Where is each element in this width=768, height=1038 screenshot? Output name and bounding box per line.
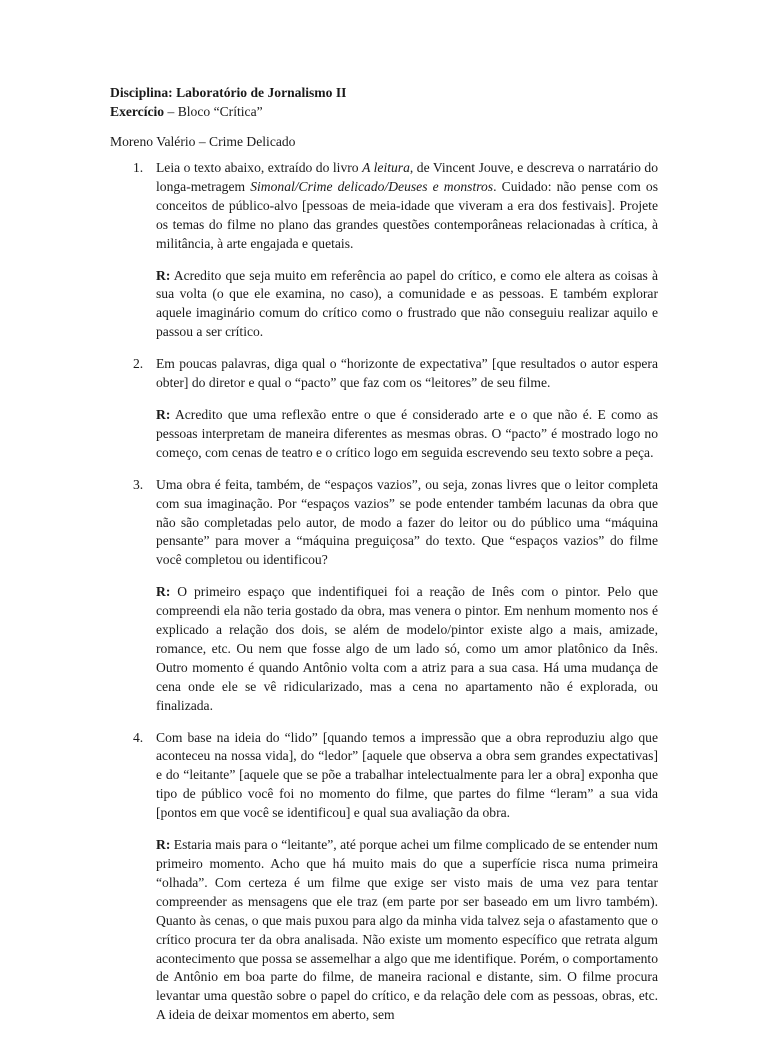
discipline-value: Laboratório de Jornalismo II bbox=[176, 85, 347, 100]
answer-label: R: bbox=[156, 267, 171, 283]
document-header bbox=[110, 84, 670, 122]
answer-label: R: bbox=[156, 406, 171, 422]
answer-label: R: bbox=[156, 584, 171, 600]
discipline-label: Disciplina: bbox=[110, 85, 173, 100]
book-title: A leitura bbox=[362, 160, 410, 175]
question-number: 2. bbox=[133, 356, 144, 372]
answer-text: R: Acredito que uma reflexão entre o que é considerado arte e o que não é. E como as pessoas interpretam de maneira diferentes as mesmas obras. O “pacto” é mostrado logo no começo, com cenas de teatro e o crítico logo em seguida escrevendo seu texto sobre a peça. bbox=[156, 406, 658, 460]
question-item-3 bbox=[110, 476, 658, 716]
film-title: Simonal/Crime delicado/Deuses e monstros bbox=[250, 178, 494, 194]
exercise-value: – Bloco “Crítica” bbox=[164, 103, 263, 119]
author-line: Moreno Valério – Crime Delicado bbox=[110, 134, 296, 149]
question-number: 1. bbox=[133, 160, 144, 175]
question-number: 3. bbox=[133, 476, 144, 492]
question-item-2 bbox=[110, 355, 658, 463]
question-text: Com base na ideia do “lido” [quando temos a impressão que a obra reproduziu algo que aconteceu na nossa vida], do “ledor” [aquele que observa a obra sem grandes expectativas] e do “leitante” [aquele que se põe a trabalhar intelectualmente para ler a obra] exponha que tipo de público você foi no momento do filme, que partes do filme “leram” a sua vida [pontos em que você se identificou] e qual sua avaliação da obra. bbox=[156, 729, 658, 821]
discipline-line bbox=[110, 84, 670, 103]
question-item-4 bbox=[110, 729, 658, 1026]
question-text: Uma obra é feita, também, de “espaços vazios”, ou seja, zonas livres que o leitor completa com sua imaginação. Por “espaços vazios” se pode entender também lacunas da obra que não são completadas pelo autor, de modo a fazer do leitor ou do público uma “máquina pensante” para mover a “máquina preguiçosa” do texto. Que “espaços vazios” do filme você completou ou identificou? bbox=[156, 476, 658, 568]
question-text: Leia o texto abaixo, extraído do livro A leitura, de Vincent Jouve, e descreva o narratário do longa-metragem Simonal/Crime delicado/Deuses e monstros. Cuidado: não pense com os conceitos de público-alvo [pessoas de meia-idade que viveram a era dos festivais]. Projete os temas do filme no plano das grandes questões contemporâneas relacionadas à crítica, à militância, à arte engajada e quetais. bbox=[156, 160, 658, 251]
question-list bbox=[110, 159, 658, 1038]
answer-text: R: Estaria mais para o “leitante”, até porque achei um filme complicado de se entender num primeiro momento. Acho que há muito mais do que a superfície risca numa primeira “olhada”. Com certeza é um filme que exige ser visto mais de uma vez para tentar compreender as mensagens que ele traz (em parte por ser baseado em um livro também). Quanto às cenas, o que mais puxou para algo da minha vida talvez seja o afastamento que o crítico procura ter da obra analisada. Não existe um momento específico que retrata algum acontecimento que possa se assemelhar a algo que me identifique. Porém, o comportamento de Antônio em boa parte do filme, de maneira racional e distante, sim. O filme procura levantar uma questão sobre o papel do crítico, e da relação dele com as pessoas, obras, etc. A ideia de deixar momentos em aberto, sem bbox=[156, 837, 658, 1023]
answer-text: R: Acredito que seja muito em referência ao papel do crítico, e como ele altera as coisas à sua volta (o que ele examina, no caso), a comunidade e as pessoas. E também explorar aquele imaginário comum do crítico como o frustrado que não conseguiu realizar aquilo e passou a ser crítico. bbox=[156, 267, 658, 340]
question-text: Em poucas palavras, diga qual o “horizonte de expectativa” [que resultados o autor espera obter] do diretor e qual o “pacto” que faz com os “leitores” de seu filme. bbox=[156, 356, 658, 391]
answer-text: R: O primeiro espaço que indentifiquei foi a reação de Inês com o pintor. Pelo que compreendi ela não teria gostado da obra, mas venera o pintor. Em nenhum momento nos é explicado a relação dos dois, se além de modelo/pintor existe algo a mais, amizade, romance, etc. Ou nem que fosse algo de um lado só, como um amor platônico da Inês. Outro momento é quando Antônio volta com a atriz para a sua casa. Há uma mudança de cena onde ele se vê ridicularizado, mas a cena no apartamento não é explorada, ou finalizada. bbox=[156, 584, 658, 713]
exercise-label: Exercício bbox=[110, 103, 165, 119]
question-item-1 bbox=[110, 159, 658, 342]
question-number: 4. bbox=[133, 729, 144, 745]
exercise-line bbox=[110, 103, 670, 122]
answer-label: R: bbox=[156, 837, 171, 853]
